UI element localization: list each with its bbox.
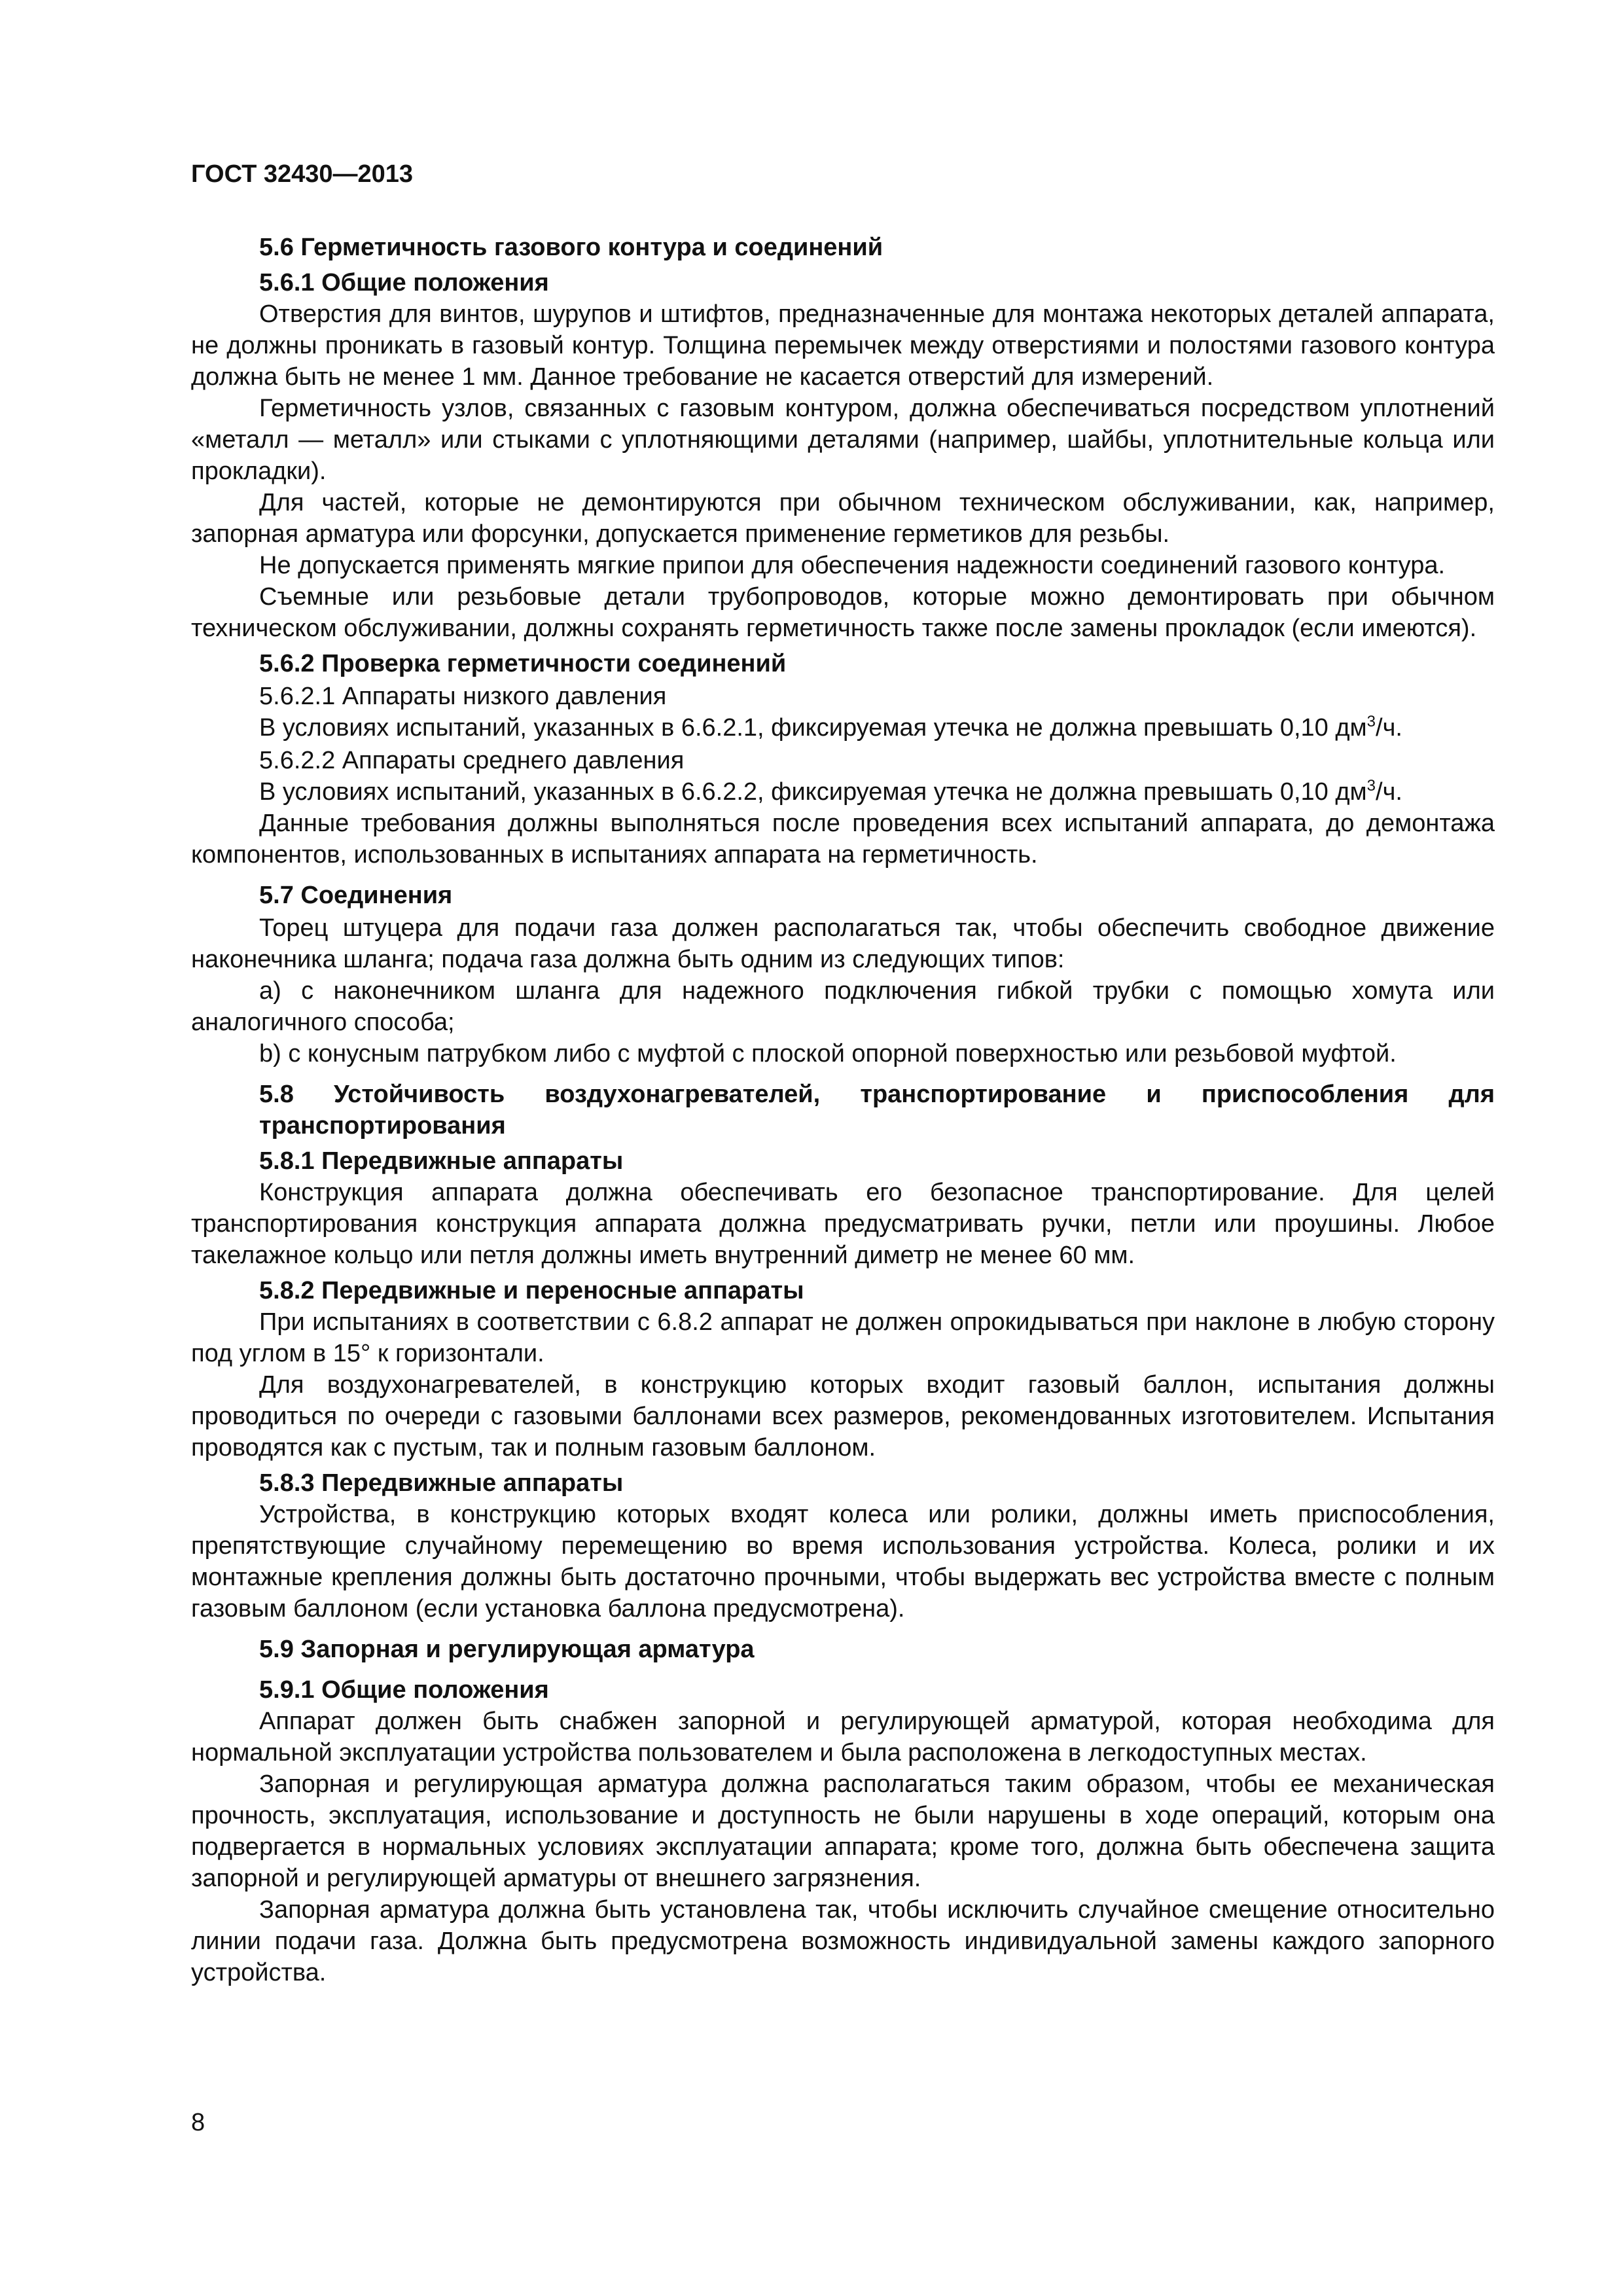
paragraph (191, 712, 1495, 744)
subsection-heading: 5.8.2 Передвижные и переносные аппараты (259, 1277, 804, 1304)
clause-text: В условиях испытаний, указанных в 6.6.2.1, фиксируемая утечка не должна превышать 0,10 дм (259, 714, 1367, 742)
paragraph: Конструкция аппарата должна обеспечивать его безопасное транспортирование. Для целей транспортирования конструкция аппарата должна предусматривать ручки, петли или проушины. Любое такелажное кольцо или петля должны иметь внутренний диметр не менее 60 мм. (191, 1179, 1495, 1269)
section-heading: 5.8 Устойчивость воздухонагревателей, транспортирование и приспособления для транспортирования (259, 1081, 1495, 1139)
list-item: b) с конусным патрубком либо с муфтой с плоской опорной поверхностью или резьбовой муфтой. (259, 1040, 1397, 1067)
paragraph: Отверстия для винтов, шурупов и штифтов, предназначенные для монтажа некоторых деталей аппарата, не должны проникать в газовый контур. Толщина перемычек между отверстиями и полостями газового контура должна быть не менее 1 мм. Данное требование не касается отверстий для измерений. (191, 300, 1495, 391)
list-item: a) с наконечником шланга для надежного подключения гибкой трубки с помощью хомута или аналогичного способа; (191, 977, 1495, 1036)
paragraph: Герметичность узлов, связанных с газовым контуром, должна обеспечиваться посредством уплотнений «металл — металл» или стыками с уплотняющими деталями (например, шайбы, уплотнительные кольца или прокладки). (191, 395, 1495, 485)
section-heading: 5.7 Соединения (259, 882, 453, 909)
paragraph: Запорная арматура должна быть установлена так, чтобы исключить случайное смещение относительно линии подачи газа. Должна быть предусмотрена возможность индивидуальной замены каждого запорного устройства. (191, 1896, 1495, 1986)
paragraph: Данные требования должны выполняться после проведения всех испытаний аппарата, до демонтажа компонентов, использованных в испытаниях аппарата на герметичность. (191, 810, 1495, 869)
subsection-heading: 5.6.2 Проверка герметичности соединений (259, 650, 787, 677)
page-number: 8 (191, 2109, 205, 2136)
paragraph (191, 776, 1495, 808)
paragraph: Съемные или резьбовые детали трубопроводов, которые можно демонтировать при обычном техническом обслуживании, должны сохранять герметичность также после замены прокладок (если имеются). (191, 583, 1495, 642)
section-heading: 5.9 Запорная и регулирующая арматура (259, 1636, 755, 1663)
standard-code: ГОСТ 32430—2013 (191, 160, 414, 188)
unit-tail: /ч. (1376, 714, 1402, 742)
paragraph: Не допускается применять мягкие припои для обеспечения надежности соединений газового контура. (259, 552, 1446, 579)
subsection-heading: 5.8.1 Передвижные аппараты (259, 1147, 624, 1175)
paragraph: Торец штуцера для подачи газа должен располагаться так, чтобы обеспечить свободное движение наконечника шланга; подача газа должна быть одним из следующих типов: (191, 914, 1495, 973)
unit-superscript: 3 (1366, 777, 1376, 795)
subsection-heading: 5.6.1 Общие положения (259, 269, 549, 296)
paragraph: Запорная и регулирующая арматура должна располагаться таким образом, чтобы ее механическая прочность, эксплуатация, использование и доступность не были нарушены в ходе операций, которым она подвергается в нормальных условиях эксплуатации аппарата; кроме того, должна быть обеспечена защита запорной и регулирующей арматуры от внешнего загрязнения. (191, 1770, 1495, 1892)
subsection-heading: 5.8.3 Передвижные аппараты (259, 1469, 624, 1497)
subsection-heading: 5.9.1 Общие положения (259, 1676, 549, 1704)
unit-tail: /ч. (1376, 778, 1402, 806)
clause-title: 5.6.2.1 Аппараты низкого давления (259, 683, 667, 710)
paragraph: Устройства, в конструкцию которых входят колеса или ролики, должны иметь приспособления, препятствующие случайному перемещению во время использования устройства. Колеса, ролики и их монтажные крепления должны быть достаточно прочными, чтобы выдержать вес устройства вместе с полным газовым баллоном (если установка баллона предусмотрена). (191, 1501, 1495, 1623)
section-heading: 5.6 Герметичность газового контура и соединений (259, 234, 883, 261)
clause-title: 5.6.2.2 Аппараты среднего давления (259, 747, 685, 774)
clause-text: В условиях испытаний, указанных в 6.6.2.2, фиксируемая утечка не должна превышать 0,10 дм (259, 778, 1367, 806)
paragraph: При испытаниях в соответствии с 6.8.2 аппарат не должен опрокидываться при наклоне в любую сторону под углом в 15° к горизонтали. (191, 1308, 1495, 1367)
paragraph: Для воздухонагревателей, в конструкцию которых входит газовый баллон, испытания должны проводиться по очереди с газовыми баллонами всех размеров, рекомендованных изготовителем. Испытания проводятся как с пустым, так и полным газовым баллоном. (191, 1371, 1495, 1462)
document-body (191, 228, 1495, 1988)
unit-superscript: 3 (1366, 713, 1376, 730)
paragraph: Аппарат должен быть снабжен запорной и регулирующей арматурой, которая необходима для нормальной эксплуатации устройства пользователем и была расположена в легкодоступных местах. (191, 1708, 1495, 1767)
paragraph: Для частей, которые не демонтируются при обычном техническом обслуживании, как, например, запорная арматура или форсунки, допускается применение герметиков для резьбы. (191, 489, 1495, 548)
